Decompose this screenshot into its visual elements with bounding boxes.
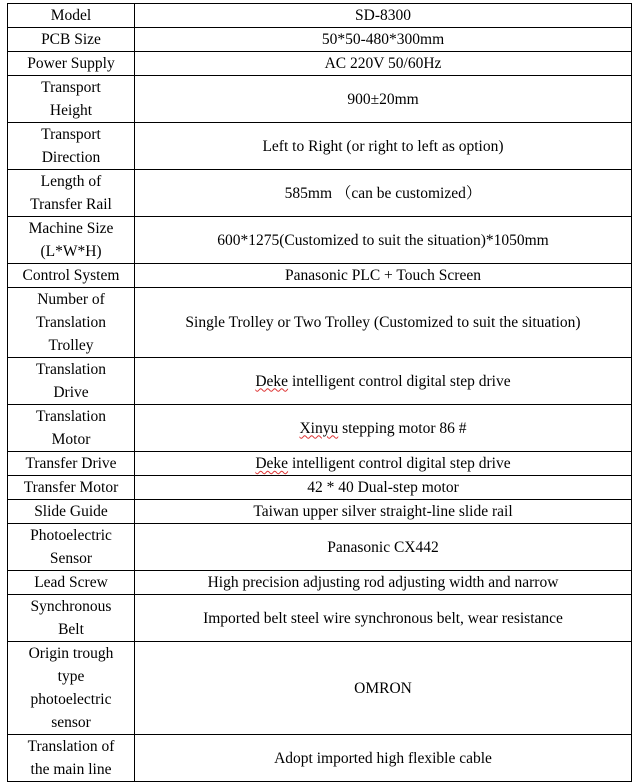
table-row	[8, 217, 632, 264]
row-value: 585mm （can be customized）	[135, 170, 632, 217]
row-label: Transfer Drive	[8, 452, 135, 476]
row-value: Left to Right (or right to left as option)	[135, 123, 632, 170]
table-row	[8, 642, 632, 735]
table-row	[8, 170, 632, 217]
row-value	[135, 405, 632, 452]
row-label: Control System	[8, 264, 135, 288]
table-row	[8, 595, 632, 642]
table-row	[8, 405, 632, 452]
row-value: AC 220V 50/60Hz	[135, 52, 632, 76]
table-row	[8, 76, 632, 123]
row-label: Number of Translation Trolley	[8, 288, 135, 358]
row-label: Transfer Motor	[8, 476, 135, 500]
row-value: Panasonic CX442	[135, 524, 632, 571]
row-value: Imported belt steel wire synchronous belt, wear resistance	[135, 595, 632, 642]
row-value	[135, 358, 632, 405]
row-value: High precision adjusting rod adjusting width and narrow	[135, 571, 632, 595]
row-value: Panasonic PLC + Touch Screen	[135, 264, 632, 288]
table-row	[8, 358, 632, 405]
table-row	[8, 4, 632, 28]
row-value: OMRON	[135, 642, 632, 735]
table-row	[8, 264, 632, 288]
row-label: Slide Guide	[8, 500, 135, 524]
row-value-text: intelligent control digital step drive	[288, 372, 511, 390]
row-label: Length of Transfer Rail	[8, 170, 135, 217]
table-row	[8, 524, 632, 571]
table-row	[8, 735, 632, 782]
row-label: PCB Size	[8, 28, 135, 52]
table-row	[8, 28, 632, 52]
row-label: Power Supply	[8, 52, 135, 76]
row-label: Translation Motor	[8, 405, 135, 452]
row-value: 50*50-480*300mm	[135, 28, 632, 52]
row-value	[135, 452, 632, 476]
row-label: Translation Drive	[8, 358, 135, 405]
row-value: Single Trolley or Two Trolley (Customized to suit the situation)	[135, 288, 632, 358]
row-label: Photoelectric Sensor	[8, 524, 135, 571]
row-value: 42 * 40 Dual-step motor	[135, 476, 632, 500]
spellcheck-word: Deke	[255, 372, 289, 390]
row-value: SD-8300	[135, 4, 632, 28]
row-value-text: stepping motor 86 #	[338, 419, 467, 437]
table-row	[8, 500, 632, 524]
row-label: Synchronous Belt	[8, 595, 135, 642]
row-label: Machine Size (L*W*H)	[8, 217, 135, 264]
row-value: 600*1275(Customized to suit the situation)*1050mm	[135, 217, 632, 264]
row-label: Translation of the main line	[8, 735, 135, 782]
row-label: Model	[8, 4, 135, 28]
row-value-text: intelligent control digital step drive	[288, 455, 511, 472]
row-value: Adopt imported high flexible cable	[135, 735, 632, 782]
spellcheck-word: Deke	[255, 455, 289, 472]
spec-table	[7, 3, 632, 782]
row-label: Lead Screw	[8, 571, 135, 595]
table-row	[8, 452, 632, 476]
row-value: Taiwan upper silver straight-line slide rail	[135, 500, 632, 524]
row-label: Origin trough type photoelectric sensor	[8, 642, 135, 735]
row-label: Transport Direction	[8, 123, 135, 170]
table-row	[8, 52, 632, 76]
row-value: 900±20mm	[135, 76, 632, 123]
table-row	[8, 571, 632, 595]
table-row	[8, 123, 632, 170]
table-row	[8, 288, 632, 358]
spellcheck-word: Xinyu	[299, 419, 339, 437]
table-row	[8, 476, 632, 500]
row-label: Transport Height	[8, 76, 135, 123]
